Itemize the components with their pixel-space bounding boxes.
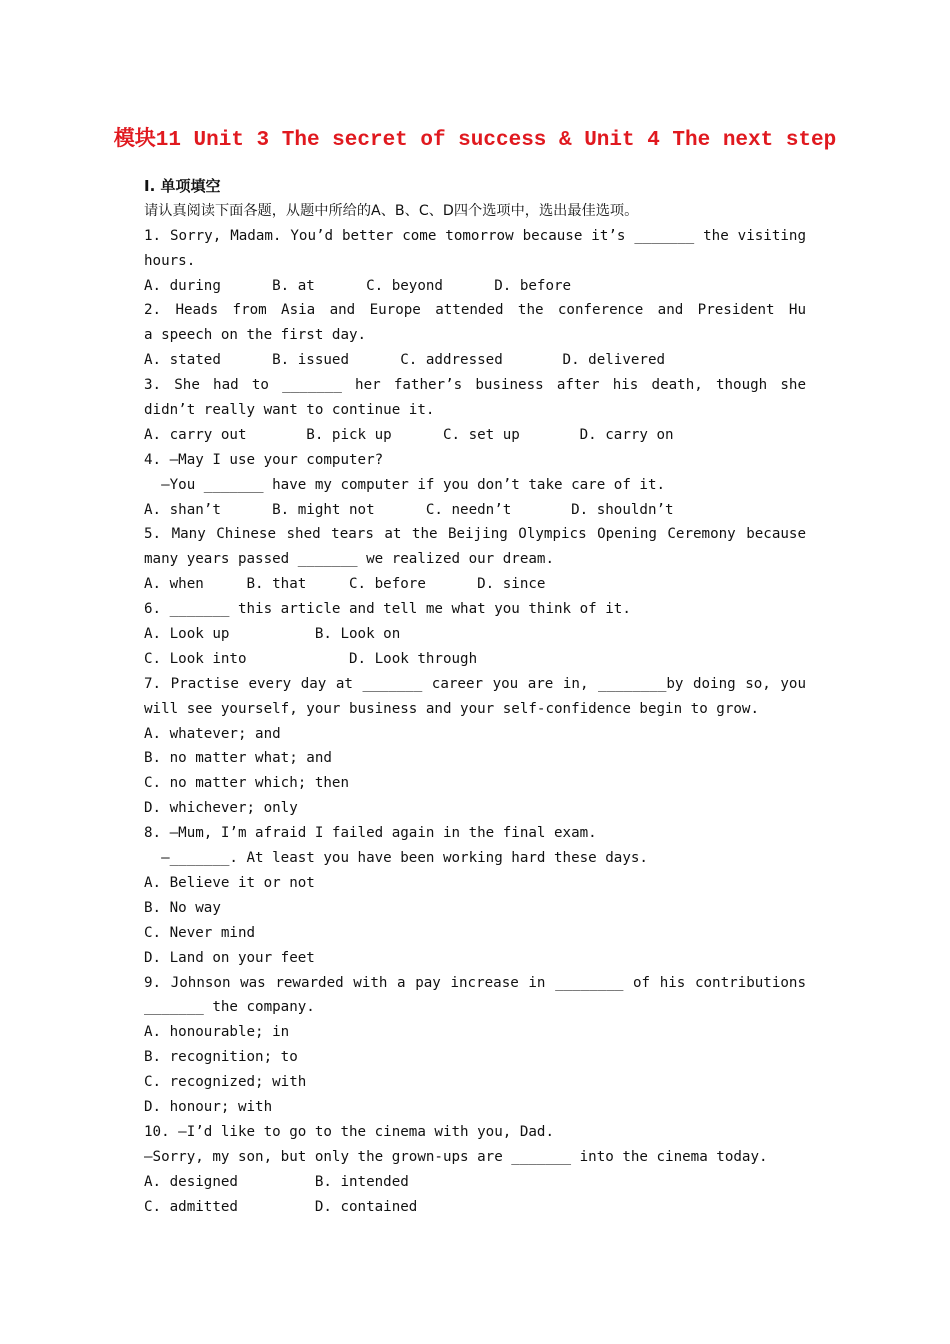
text-line: hours. bbox=[144, 252, 196, 269]
text-line: A. carry out B. pick up C. set up D. carry on bbox=[144, 426, 674, 443]
text-line: will see yourself, your business and your self-confidence begin to grow. bbox=[144, 700, 759, 717]
text-line: C. no matter which; then bbox=[144, 775, 349, 792]
text-line: A. stated B. issued C. addressed D. delivered bbox=[144, 352, 666, 369]
text-line: A. honourable; in bbox=[144, 1024, 290, 1041]
text-line: didn’t really want to continue it. bbox=[144, 402, 435, 419]
text-line: C. admitted D. contained bbox=[144, 1198, 418, 1215]
text-line: 7. Practise every day at _______ career you are in, ________by doing so, you bbox=[144, 675, 806, 692]
section-instruction: 请认真阅读下面各题，从题中所给的A、B、C、D四个选项中，选出最佳选项。 bbox=[144, 202, 639, 219]
text-line: —You _______ have my computer if you don’t take care of it. bbox=[144, 476, 666, 493]
text-line: —Sorry, my son, but only the grown-ups are _______ into the cinema today. bbox=[144, 1148, 768, 1165]
text-line: B. no matter what; and bbox=[144, 750, 332, 767]
text-line: 5. Many Chinese shed tears at the Beijing Olympics Opening Ceremony because bbox=[144, 526, 806, 543]
text-line: 1. Sorry, Madam. You’d better come tomorrow because it’s _______ the visiting bbox=[144, 227, 806, 244]
text-line: a speech on the first day. bbox=[144, 327, 367, 344]
text-line: A. designed B. intended bbox=[144, 1173, 409, 1190]
text-line: A. when B. that C. before D. since bbox=[144, 576, 546, 593]
page-title: 模块11 Unit 3 The secret of success & Unit 4 The next step bbox=[113, 129, 837, 152]
text-line: 10. —I’d like to go to the cinema with you, Dad. bbox=[144, 1123, 554, 1140]
exercise-content bbox=[144, 174, 806, 1219]
text-line: —_______. At least you have been working hard these days. bbox=[144, 850, 648, 867]
text-line: A. shan’t B. might not C. needn’t D. shouldn’t bbox=[144, 501, 674, 518]
text-line: 6. _______ this article and tell me what you think of it. bbox=[144, 601, 631, 618]
text-line: A. whatever; and bbox=[144, 725, 281, 742]
text-line: A. during B. at C. beyond D. before bbox=[144, 277, 572, 294]
question-lines bbox=[144, 224, 806, 1220]
text-line: B. recognition; to bbox=[144, 1049, 298, 1066]
text-line: 9. Johnson was rewarded with a pay increase in ________ of his contributions bbox=[144, 974, 806, 991]
text-line: C. recognized; with bbox=[144, 1074, 307, 1091]
text-line: B. No way bbox=[144, 899, 221, 916]
text-line: A. Look up B. Look on bbox=[144, 626, 401, 643]
text-line: D. whichever; only bbox=[144, 800, 298, 817]
text-line: 3. She had to _______ her father’s business after his death, though she bbox=[144, 377, 806, 394]
text-line: 2. Heads from Asia and Europe attended the conference and President Hu bbox=[144, 302, 806, 319]
text-line: D. honour; with bbox=[144, 1098, 273, 1115]
section-heading: Ⅰ. 单项填空 bbox=[144, 177, 221, 195]
text-line: _______ the company. bbox=[144, 999, 315, 1016]
text-line: 4. —May I use your computer? bbox=[144, 451, 384, 468]
text-line: C. Never mind bbox=[144, 924, 256, 941]
text-line: D. Land on your feet bbox=[144, 949, 315, 966]
text-line: A. Believe it or not bbox=[144, 874, 315, 891]
text-line: C. Look into D. Look through bbox=[144, 650, 478, 667]
text-line: 8. —Mum, I’m afraid I failed again in the final exam. bbox=[144, 825, 597, 842]
text-line: many years passed _______ we realized our dream. bbox=[144, 551, 554, 568]
